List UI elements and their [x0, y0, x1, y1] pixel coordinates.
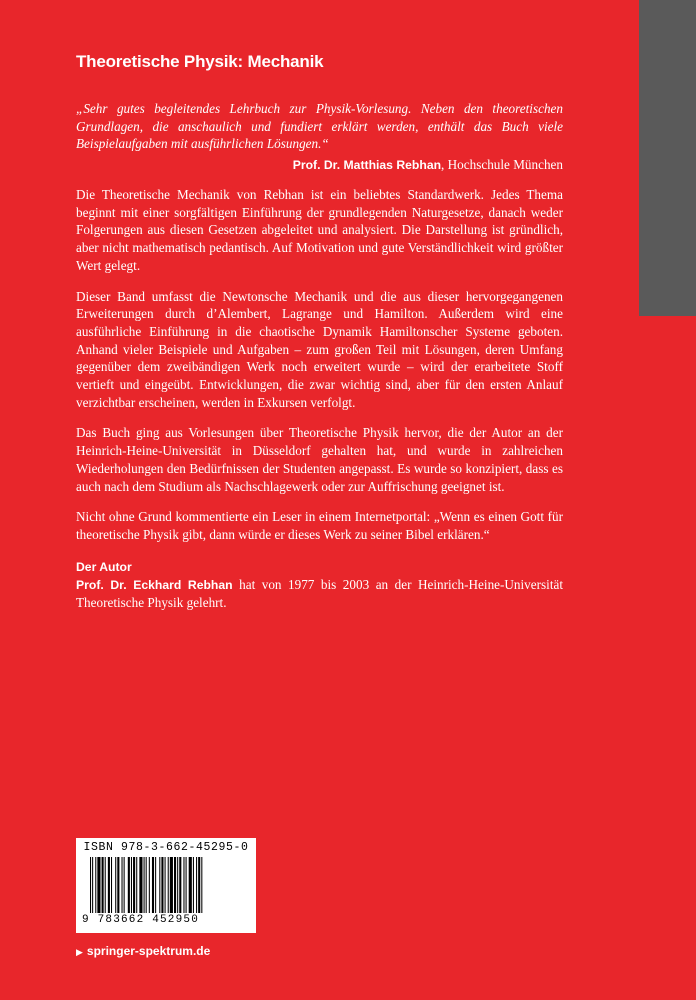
barcode-bar [159, 857, 160, 913]
barcode-bar [108, 857, 110, 913]
barcode-bar [105, 857, 106, 913]
barcode-bar [186, 857, 187, 913]
side-color-bar [639, 0, 696, 316]
quote-author-name: Prof. Dr. Matthias Rebhan [292, 157, 442, 172]
barcode-bar [152, 857, 154, 913]
barcode-bar [174, 857, 176, 913]
barcode-bar [111, 857, 112, 913]
author-name: Prof. Dr. Eckhard Rebhan [76, 577, 233, 592]
barcode-bar [133, 857, 135, 913]
barcode-bar [102, 857, 104, 913]
barcode-bar [95, 857, 96, 913]
barcode-bar [122, 857, 123, 913]
author-bio-text: hat von 1977 bis 2003 an der Heinrich-Heine-Universität Theoretische Physik gelehrt. [76, 576, 563, 611]
barcode-bar [198, 857, 200, 913]
description-paragraph-2: Dieser Band umfasst die Newtonsche Mechanik und die aus dieser hervorgegangenen Erweiterungen durch d’Alembert, Lagrange und Hamilton. Außerdem wird eine ausführliche Einführung in die chaotische Dynamik Hamiltonscher Systeme geboten. Anhand vieler Beispiele und Aufgaben – zum großen Teil mit Lösungen, deren Umfang gegenüber dem zweibändigen Werk noch erweitert wurde – wird der erarbeitete Stoff vertieft und eingeübt. Entwicklungen, die zwar wichtig sind, aber für den ersten Anlauf verzichtbar erscheinen, werden in Exkursen verfolgt. [76, 288, 563, 410]
triangle-right-icon: ▶ [76, 947, 83, 957]
barcode-bar [177, 857, 178, 913]
barcode-bar [97, 857, 100, 913]
description-paragraph-3: Das Buch ging aus Vorlesungen über Theoretische Physik hervor, die der Autor an der Heinrich-Heine-Universität in Düsseldorf gehalten hat, und wurde in zahlreichen Wiederholungen den Bedürfnissen der Studenten angepasst. Es wurde so konzipiert, dass es auch nach dem Studium als Nachschlagewerk oder zur Auffrischung geeignet ist. [76, 425, 563, 494]
barcode-bar [201, 857, 202, 913]
barcode-bar [161, 857, 163, 913]
barcode-bar [165, 857, 166, 913]
barcode-bar [124, 857, 125, 913]
barcode-bar [149, 857, 150, 913]
barcode-bar [128, 857, 130, 913]
barcode-bar [196, 857, 197, 913]
barcode-bar [90, 857, 91, 913]
quote-attribution [76, 156, 563, 175]
description-paragraph-4: Nicht ohne Grund kommentierte ein Leser in einem Internetportal: „Wenn es einen Gott für theoretische Physik gibt, dann würde er dieses Werk zu seiner Bibel erklären.“ [76, 509, 563, 542]
barcode-bar [183, 857, 184, 913]
barcode-bar [131, 857, 132, 913]
isbn-barcode [76, 838, 256, 933]
barcode-bar [115, 857, 116, 913]
author-bio [76, 576, 563, 612]
publisher-website[interactable] [76, 944, 210, 958]
book-title: Theoretische Physik: Mechanik [76, 52, 324, 71]
barcode-bar [155, 857, 156, 913]
description-paragraph-1: Die Theoretische Mechanik von Rebhan ist ein beliebtes Standardwerk. Jedes Thema beginnt mit einer sorgfältigen Einführung der grundlegenden Naturgesetze, danach weder Folgerungen aus diesen Gesetzen abgeleitet und analysiert. Die Darstellung ist gründlich, aber nicht mathematisch pedantisch. Auf Motivation und gute Verständlichkeit wird größter Wert gelegt. [76, 187, 563, 273]
barcode-bar [146, 857, 147, 913]
barcode-bar [139, 857, 142, 913]
barcode-bar [117, 857, 119, 913]
barcode-bar [168, 857, 169, 913]
barcode-bar [170, 857, 173, 913]
barcode-bar [189, 857, 192, 913]
quote-author-affiliation: , Hochschule München [441, 156, 563, 172]
ean-digits: 9 783662 452950 [82, 914, 200, 926]
back-cover-text [76, 52, 563, 612]
isbn-number: ISBN 978-3-662-45295-0 [83, 841, 249, 854]
barcode-bar [136, 857, 137, 913]
barcode-bars [90, 857, 246, 913]
barcode-bar [144, 857, 145, 913]
author-heading: Der Autor [76, 559, 132, 574]
website-url: springer-spektrum.de [86, 944, 211, 958]
barcode-bar [179, 857, 181, 913]
barcode-bar [193, 857, 194, 913]
barcode-bar [92, 857, 93, 913]
review-quote: „Sehr gutes begleitendes Lehrbuch zur Physik-Vorlesung. Neben den theoretischen Grundlagen, die anschaulich und fundiert erklärt werden, enthält das Buch viele Beispielaufgaben mit ausführlichen Lösungen.“ [76, 101, 563, 151]
